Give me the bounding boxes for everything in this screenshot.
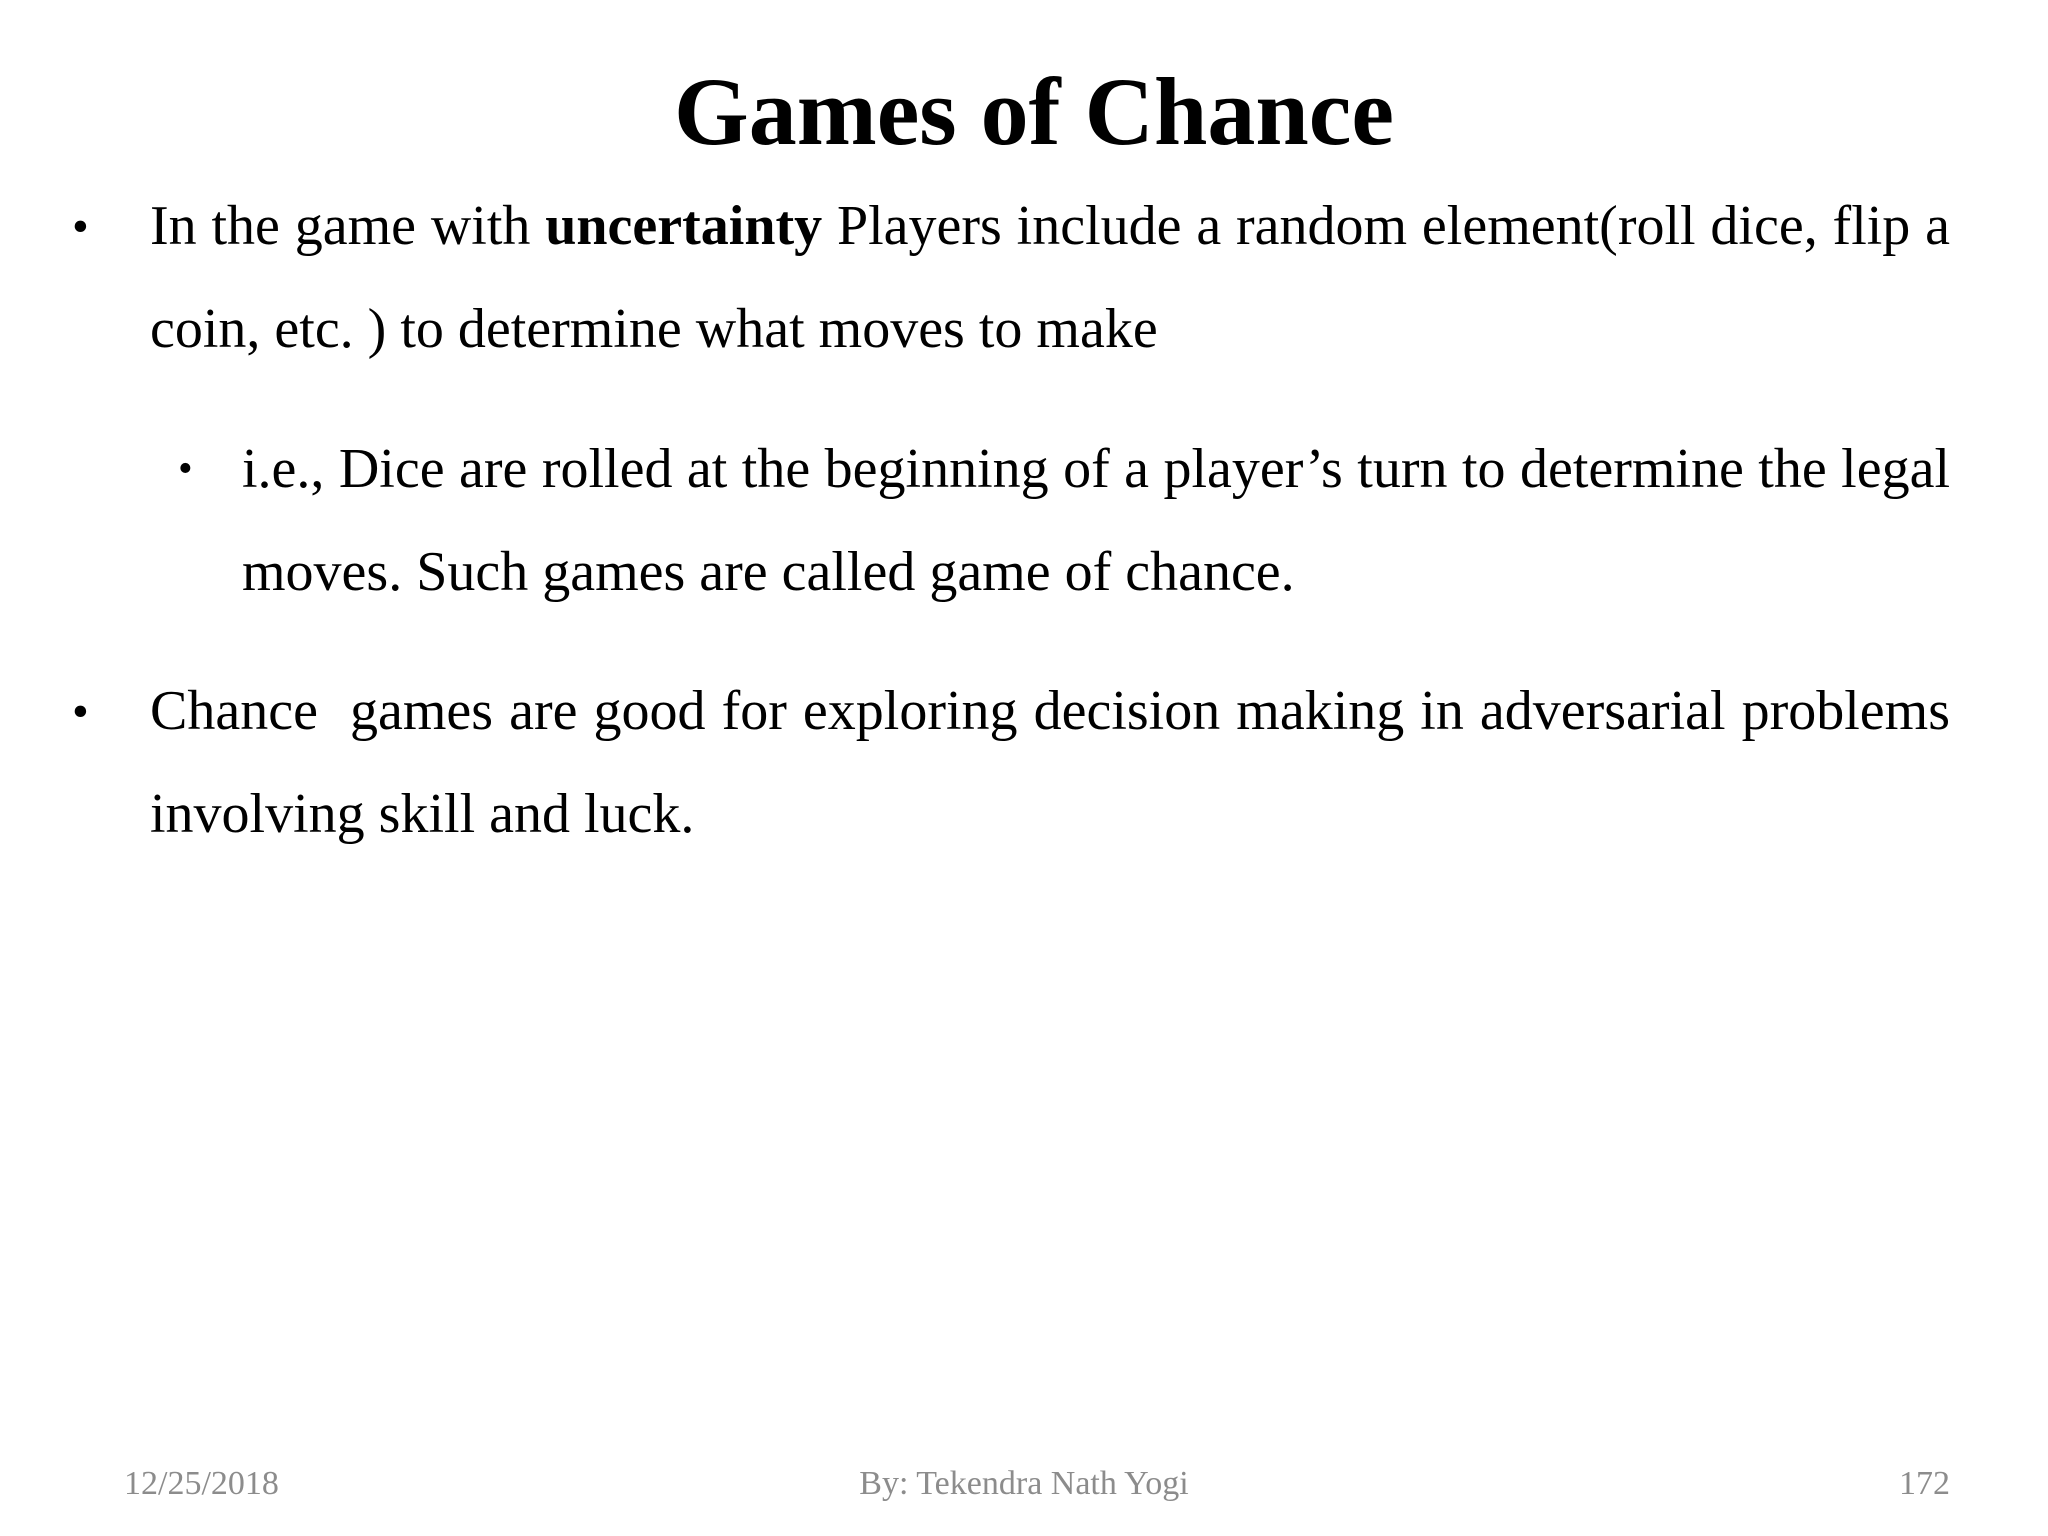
bullet-text-prefix: In the game with xyxy=(150,195,546,257)
bullet-marker: • xyxy=(72,200,89,253)
sub-bullet-marker: • xyxy=(178,446,193,492)
bullet-item-1 xyxy=(72,175,1951,381)
bullet-text xyxy=(150,175,1950,381)
footer-page-number: 172 xyxy=(1899,1465,1950,1502)
footer-date: 12/25/2018 xyxy=(124,1465,279,1502)
bullet-text-suffix: Players include a random element(roll dice, flip a coin, etc. ) to determine what moves to make xyxy=(150,195,1951,360)
bullet-marker: • xyxy=(72,685,89,738)
bullet-text: Chance games are good for exploring decision making in adversarial problems involving skill and luck. xyxy=(150,680,1964,845)
slide-title: Games of Chance xyxy=(674,58,1394,165)
footer-author: By: Tekendra Nath Yogi xyxy=(859,1465,1189,1502)
bullet-item-2 xyxy=(72,660,1964,866)
bullet-text-emphasis: uncertainty xyxy=(545,195,823,257)
sub-bullet-item-1 xyxy=(178,418,1950,624)
sub-bullet-text: i.e., Dice are rolled at the beginning of a player’s turn to determine the legal moves. Such games are called game of chance. xyxy=(242,438,1950,603)
